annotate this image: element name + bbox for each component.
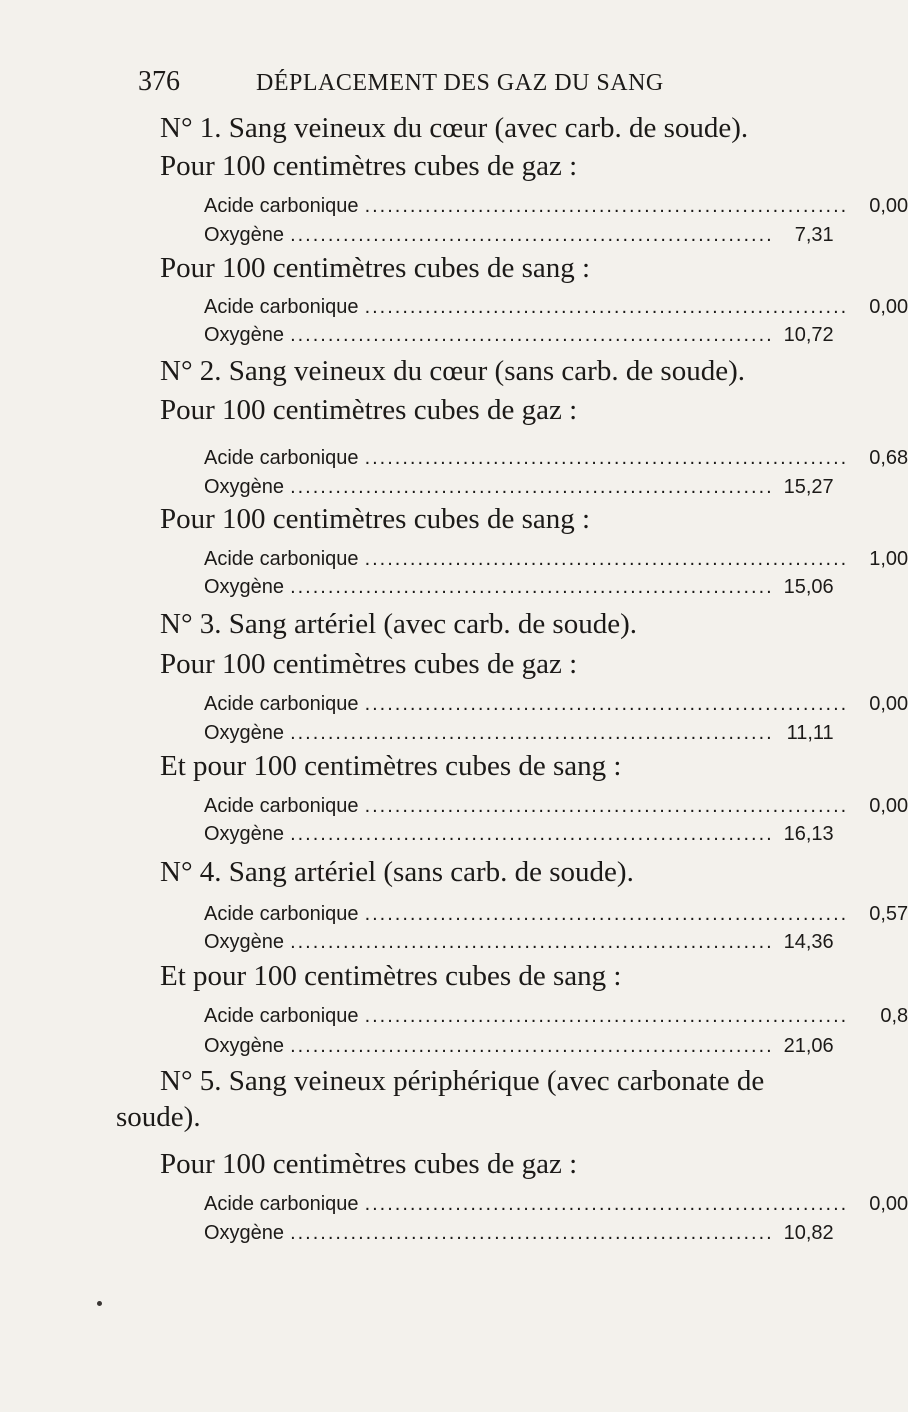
section-1-gas-heading: Pour 100 centimètres cubes de gaz : xyxy=(160,150,578,182)
row-value: 15,27 xyxy=(783,476,834,498)
section-5-title-line-2: soude). xyxy=(116,1101,201,1133)
dot-leader: ................................................................ xyxy=(364,693,849,715)
row-label: Acide carbonique xyxy=(204,903,359,925)
section-4-blood-co2-row xyxy=(204,1005,908,1033)
row-label: Acide carbonique xyxy=(204,447,359,469)
section-4-blood-o2-row xyxy=(204,1035,834,1063)
section-3-gas-co2-row xyxy=(204,693,908,721)
section-5-gas-o2-row xyxy=(204,1222,834,1250)
row-value: 0,00 xyxy=(869,296,908,318)
row-value: 16,13 xyxy=(783,823,834,845)
dot-leader: ................................................................ xyxy=(364,195,849,217)
row-label: Oxygène xyxy=(204,576,285,598)
dot-leader: ................................................................ xyxy=(290,823,774,845)
section-4-gas-o2-row xyxy=(204,931,834,959)
section-5-gas-co2-row xyxy=(204,1193,908,1221)
section-3-gas-o2-row xyxy=(204,722,834,750)
section-2-blood-co2-row xyxy=(204,548,908,576)
dot-leader: ................................................................ xyxy=(364,447,849,469)
section-3-gas-heading: Pour 100 centimètres cubes de gaz : xyxy=(160,648,578,680)
page-header xyxy=(138,66,738,106)
section-2-blood-o2-row xyxy=(204,576,834,604)
section-1-gas-co2-row xyxy=(204,195,908,223)
row-value: 0,57 xyxy=(869,903,908,925)
section-2-blood-heading: Pour 100 centimètres cubes de sang : xyxy=(160,503,591,535)
section-1-title: N° 1. Sang veineux du cœur (avec carb. de soude). xyxy=(160,112,749,144)
row-label: Acide carbonique xyxy=(204,1193,359,1215)
dot-leader: ................................................................ xyxy=(290,1222,774,1244)
section-2-title: N° 2. Sang veineux du cœur (sans carb. de soude). xyxy=(160,355,745,387)
running-head: DÉPLACEMENT DES GAZ DU SANG xyxy=(256,70,664,96)
dot-leader: ................................................................ xyxy=(364,903,849,925)
row-label: Oxygène xyxy=(204,476,285,498)
row-label: Oxygène xyxy=(204,1035,285,1057)
dot-leader: ................................................................ xyxy=(364,795,849,817)
section-4-blood-heading: Et pour 100 centimètres cubes de sang : xyxy=(160,960,622,992)
row-label: Acide carbonique xyxy=(204,296,359,318)
row-label: Oxygène xyxy=(204,224,285,246)
row-label: Acide carbonique xyxy=(204,693,359,715)
row-value: 0,00 xyxy=(869,795,908,817)
row-label: Oxygène xyxy=(204,823,285,845)
section-1-gas-o2-row xyxy=(204,224,834,252)
section-4-title: N° 4. Sang artériel (sans carb. de soude). xyxy=(160,856,634,888)
row-value: 10,72 xyxy=(783,324,834,346)
row-value: 1,00 xyxy=(869,548,908,570)
section-5-gas-heading: Pour 100 centimètres cubes de gaz : xyxy=(160,1148,578,1180)
dot-leader: ................................................................ xyxy=(364,296,849,318)
row-value: 0,8 xyxy=(880,1005,908,1027)
row-value: 21,06 xyxy=(783,1035,834,1057)
row-label: Oxygène xyxy=(204,1222,285,1244)
dot-leader: ................................................................ xyxy=(364,548,849,570)
row-value: 14,36 xyxy=(783,931,834,953)
dot-leader: ................................................................ xyxy=(290,476,774,498)
row-label: Acide carbonique xyxy=(204,195,359,217)
section-4-gas-co2-row xyxy=(204,903,908,931)
page-number: 376 xyxy=(138,66,180,97)
section-3-title: N° 3. Sang artériel (avec carb. de soude). xyxy=(160,608,637,640)
dot-leader: ................................................................ xyxy=(364,1193,849,1215)
section-1-blood-co2-row xyxy=(204,296,908,324)
dot-leader: ................................................................ xyxy=(290,576,774,598)
row-value: 10,82 xyxy=(783,1222,834,1244)
row-value: 0,00 xyxy=(869,693,908,715)
section-2-gas-o2-row xyxy=(204,476,834,504)
row-label: Oxygène xyxy=(204,324,285,346)
row-value: 15,06 xyxy=(783,576,834,598)
ink-speck xyxy=(97,1301,102,1306)
section-3-blood-o2-row xyxy=(204,823,834,851)
section-1-blood-o2-row xyxy=(204,324,834,352)
dot-leader: ................................................................ xyxy=(290,722,774,744)
row-value: 0,00 xyxy=(869,1193,908,1215)
row-value: 11,11 xyxy=(786,722,834,744)
dot-leader: ................................................................ xyxy=(290,324,774,346)
section-2-gas-co2-row xyxy=(204,447,908,475)
section-3-blood-co2-row xyxy=(204,795,908,823)
dot-leader: ................................................................ xyxy=(290,224,774,246)
row-value: 0,00 xyxy=(869,195,908,217)
row-label: Acide carbonique xyxy=(204,795,359,817)
section-5-title-line-1: N° 5. Sang veineux périphérique (avec carbonate de xyxy=(160,1065,765,1097)
row-label: Oxygène xyxy=(204,722,285,744)
row-label: Acide carbonique xyxy=(204,1005,359,1027)
row-label: Acide carbonique xyxy=(204,548,359,570)
dot-leader: ................................................................ xyxy=(290,931,774,953)
row-value: 0,68 xyxy=(869,447,908,469)
dot-leader: ................................................................ xyxy=(364,1005,849,1027)
section-1-blood-heading: Pour 100 centimètres cubes de sang : xyxy=(160,252,591,284)
row-label: Oxygène xyxy=(204,931,285,953)
row-value: 7,31 xyxy=(794,224,834,246)
section-3-blood-heading: Et pour 100 centimètres cubes de sang : xyxy=(160,750,622,782)
section-2-gas-heading: Pour 100 centimètres cubes de gaz : xyxy=(160,394,578,426)
dot-leader: ................................................................ xyxy=(290,1035,774,1057)
